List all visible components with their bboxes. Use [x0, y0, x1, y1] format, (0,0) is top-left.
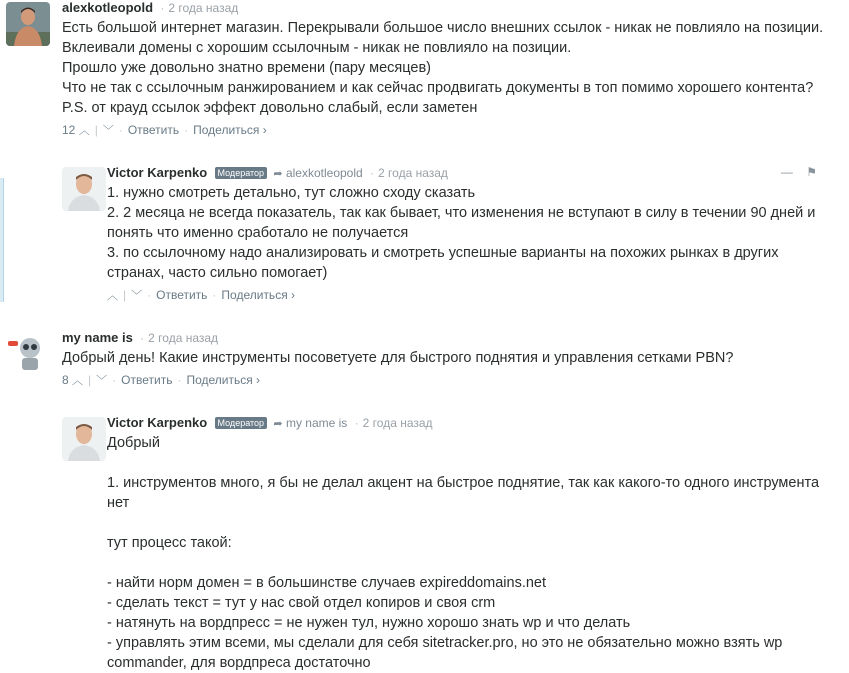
author-name[interactable]: alexkotleopold: [62, 0, 154, 15]
reply-button[interactable]: Ответить: [127, 123, 180, 137]
comment-footer: ︿ | ﹀ · Ответить · Поделиться ›: [107, 288, 296, 302]
author-name[interactable]: Victor Karpenko: [107, 415, 208, 430]
comment-line: 2. 2 месяца не всегда показатель, так как бывает, что изменения не вступают в силу в течении 90 дней и: [107, 205, 816, 221]
reply-to-user[interactable]: my name is: [285, 416, 348, 430]
reply-arrow-icon: ➦: [273, 168, 283, 180]
avatar[interactable]: [62, 417, 106, 461]
vote-count: 12: [62, 123, 76, 137]
comment-footer: 12 ︿ | ﹀ · Ответить · Поделиться ›: [62, 123, 267, 137]
blank-line: [107, 453, 835, 473]
flag-icon[interactable]: ⚑: [806, 165, 817, 179]
avatar[interactable]: [6, 2, 50, 46]
comment-line: - управлять этим всеми, мы сделали для себя sitetracker.pro, но это не обязательно можно взять wp: [107, 635, 783, 651]
comment-line: Что не так с ссылочным ранжированием и как сейчас продвигать документы в топ помимо хорошего контента?: [62, 80, 814, 96]
comment-text: [62, 18, 835, 118]
timestamp[interactable]: 2 года назад: [362, 416, 433, 430]
comment-line: нет: [107, 495, 130, 511]
moderator-badge: Модератор: [215, 417, 268, 429]
comment-line: Есть большой интернет магазин. Перекрывали большое число внешних ссылок - никак не повлияло на позиции.: [62, 20, 824, 36]
comment-line: - сделать текст = тут у нас свой отдел копиров и своя crm: [107, 595, 496, 611]
collapse-icon[interactable]: —: [780, 165, 793, 179]
share-button[interactable]: Поделиться ›: [186, 373, 261, 387]
timestamp[interactable]: 2 года назад: [168, 1, 239, 15]
upvote-icon[interactable]: ︿: [72, 375, 84, 387]
share-button[interactable]: Поделиться ›: [193, 123, 267, 137]
timestamp[interactable]: 2 года назад: [148, 331, 219, 345]
comment-header: alexkotleopold · 2 года назад: [62, 0, 239, 15]
avatar[interactable]: [62, 167, 106, 211]
comment-tools: [771, 165, 817, 179]
comment-victor-karpenko-reply-1: [0, 165, 849, 305]
comment-line: понять что именно сработало не получается: [107, 225, 409, 241]
blank-line: [107, 553, 835, 573]
upvote-icon[interactable]: ︿: [107, 290, 118, 302]
downvote-icon[interactable]: ﹀: [102, 125, 114, 137]
comment-header: Victor Karpenko Модератор ➦ my name is · 2 года назад: [107, 415, 433, 430]
comment-victor-karpenko-reply-2: [0, 415, 849, 669]
comment-header: Victor Karpenko Модератор ➦ alexkotleopold · 2 года назад: [107, 165, 448, 180]
comment-line: Добрый: [107, 435, 160, 451]
avatar[interactable]: [6, 332, 50, 376]
comment-text: [107, 433, 835, 673]
reply-button[interactable]: Ответить: [156, 288, 208, 302]
share-button[interactable]: Поделиться ›: [221, 288, 296, 302]
reply-button[interactable]: Ответить: [121, 373, 173, 387]
comment-footer: 8 ︿ | ﹀ · Ответить · Поделиться ›: [62, 373, 261, 387]
comment-line: commander, для вордпреса достаточно: [107, 655, 371, 671]
comment-line: Вклеивали домены с хорошим ссылочным - никак не повлияло на позиции.: [62, 40, 572, 56]
downvote-icon[interactable]: ﹀: [131, 290, 143, 302]
reply-to-user[interactable]: alexkotleopold: [285, 166, 363, 180]
author-name[interactable]: Victor Karpenko: [107, 165, 208, 180]
comment-my-name-is: [0, 330, 849, 390]
author-name[interactable]: my name is: [62, 330, 133, 345]
comment-line: 3. по ссылочному надо анализировать и смотреть успешные варианты на похожих рынках в других: [107, 245, 779, 261]
comment-alexkotleopold: [0, 0, 849, 140]
comment-line: Прошло уже довольно знатно времени (пару месяцев): [62, 60, 431, 76]
comment-line: - натянуть на вордпресс = не нужен тул, нужно хорошо знать wp и что делать: [107, 615, 631, 631]
upvote-icon[interactable]: ︿: [78, 125, 90, 137]
comment-line: 1. нужно смотреть детально, тут сложно сходу сказать: [107, 185, 476, 201]
comment-text: [62, 348, 835, 368]
blank-line: [107, 513, 835, 533]
vote-count: 8: [62, 373, 69, 387]
timestamp[interactable]: 2 года назад: [378, 166, 448, 180]
comment-line: странах, часто сильно помогает): [107, 265, 328, 281]
comment-header: my name is · 2 года назад: [62, 330, 219, 345]
comment-line: P.S. от крауд ссылок эффект довольно слабый, если заметен: [62, 100, 478, 116]
comment-line: тут процесс такой:: [107, 535, 232, 551]
moderator-badge: Модератор: [215, 167, 268, 179]
downvote-icon[interactable]: ﹀: [96, 375, 108, 387]
comment-line: Добрый день! Какие инструменты посоветуете для быстрого поднятия и управления сетками PBN?: [62, 350, 734, 366]
comment-text: [107, 183, 835, 283]
comment-line: 1. инструментов много, я бы не делал акцент на быстрое поднятие, так как какого-то одного инструмента: [107, 475, 820, 491]
reply-arrow-icon: ➦: [273, 418, 283, 430]
comment-line: - найти норм домен = в большинстве случаев expireddomains.net: [107, 575, 547, 591]
